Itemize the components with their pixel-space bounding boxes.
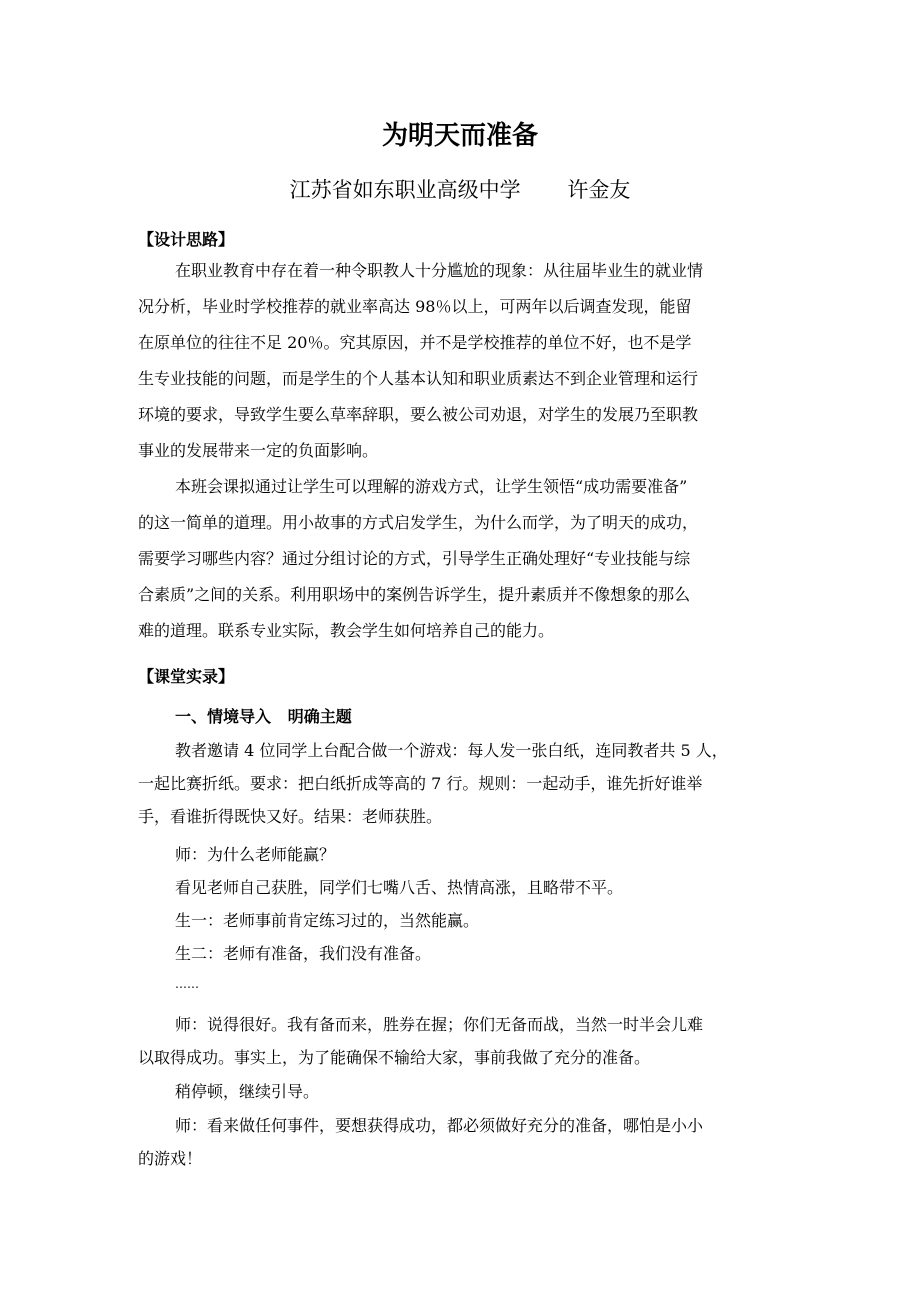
paragraph-line: 一起比赛折纸。要求：把白纸折成等高的 7 行。规则：一起动手，谁先折好谁举 [138, 774, 703, 793]
paragraph-line: 的这一简单的道理。用小故事的方式启发学生，为什么而学，为了明天的成功， [138, 513, 699, 532]
design-heading: 【设计思路】 [138, 230, 235, 249]
ellipsis: …… [175, 977, 199, 991]
paragraph-line: 在职业教育中存在着一种令职教人十分尴尬的现象：从往届毕业生的就业情 [175, 261, 704, 280]
record-heading: 【课堂实录】 [138, 667, 235, 686]
dialogue-line: 的游戏！ [138, 1149, 203, 1168]
document-title: 为明天而准备 [381, 121, 538, 151]
paragraph-line: 难的道理。联系专业实际，教会学生如何培养自己的能力。 [138, 621, 555, 640]
paragraph-line: 教者邀请 4 位同学上台配合做一个游戏：每人发一张白纸，连同教者共 5 人， [175, 741, 728, 760]
paragraph-line: 生专业技能的问题，而是学生的个人基本认知和职业质素达不到企业管理和运行 [138, 369, 699, 388]
dialogue-line: 师：看来做任何事件，要想获得成功，都必须做好充分的准备，哪怕是小小 [175, 1116, 704, 1135]
paragraph-line: 手，看谁折得既快又好。结果：老师获胜。 [138, 807, 443, 826]
paragraph-line: 况分析，毕业时学校推荐的就业率高达 98％以上，可两年以后调查发现，能留 [138, 297, 692, 316]
dialogue-line: 师：为什么老师能赢？ [175, 845, 336, 864]
dialogue-line: 师：说得很好。我有备而来，胜券在握；你们无备而战，当然一时半会儿难 [175, 1015, 704, 1034]
paragraph-line: 合素质”之间的关系。利用职场中的案例告诉学生，提升素质并不像想象的那么 [138, 585, 691, 604]
paragraph-line: 在原单位的往往不足 20％。究其原因，并不是学校推荐的单位不好，也不是学 [138, 333, 692, 352]
paragraph-line: 本班会课拟通过让学生可以理解的游戏方式，让学生领悟“成功需要准备” [175, 477, 688, 496]
dialogue-line: 生二：老师有准备，我们没有准备。 [175, 944, 432, 963]
paragraph-line: 需要学习哪些内容？通过分组讨论的方式，引导学生正确处理好“专业技能与综 [138, 549, 691, 568]
dialogue-line: 生一：老师事前肯定练习过的，当然能赢。 [175, 911, 480, 930]
dialogue-line: 看见老师自己获胜，同学们七嘴八舌、热情高涨，且略带不平。 [175, 878, 624, 897]
paragraph-line: 事业的发展带来一定的负面影响。 [138, 441, 379, 460]
paragraph-line: 环境的要求，导致学生要么草率辞职，要么被公司劝退，对学生的发展乃至职教 [138, 405, 699, 424]
dialogue-line: 稍停顿，继续引导。 [175, 1082, 320, 1101]
section-subheading: 一、情境导入 明确主题 [175, 707, 352, 726]
author-line: 江苏省如东职业高级中学 许金友 [289, 178, 631, 202]
dialogue-line: 以取得成功。事实上，为了能确保不输给大家，事前我做了充分的准备。 [138, 1048, 651, 1067]
